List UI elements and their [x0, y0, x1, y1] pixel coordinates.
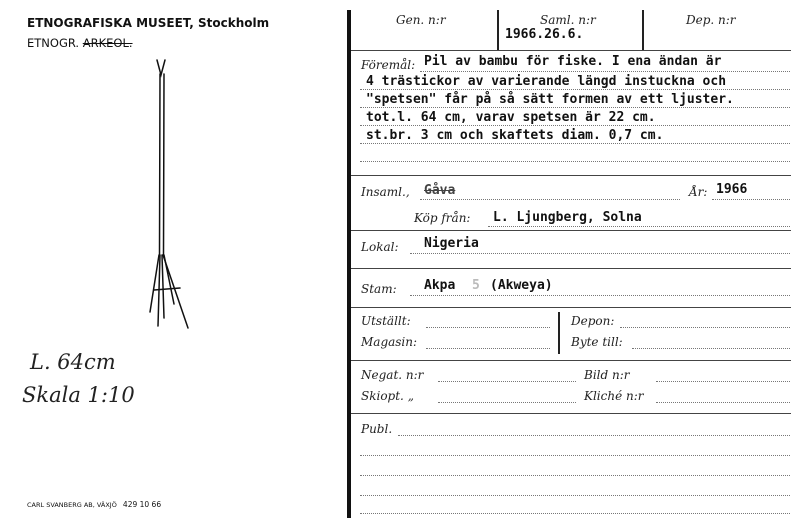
utstallt-rule	[351, 360, 791, 361]
dotline	[426, 348, 550, 349]
utstallt-label: Utställt:	[361, 314, 411, 328]
dotline	[488, 226, 790, 227]
dotline	[360, 495, 790, 496]
foremal-line-1: Pil av bambu för fiske. I ena ändan är	[424, 54, 722, 69]
depon-label: Depon:	[571, 314, 615, 328]
dotline	[360, 143, 790, 144]
printer-name: CARL SVANBERG AB, VÄXJÖ	[27, 501, 117, 509]
handwritten-scale: Skala 1:10	[22, 383, 135, 407]
prong-3	[162, 255, 164, 318]
bild-label: Bild n:r	[584, 368, 630, 382]
utstallt-divider	[558, 312, 560, 354]
header-rule	[351, 50, 791, 51]
lokal-label: Lokal:	[361, 240, 399, 254]
prong-5	[163, 255, 188, 328]
publ-label: Publ.	[361, 422, 393, 436]
prong-binding	[154, 288, 180, 290]
stam-label: Stam:	[361, 282, 397, 296]
arrow-nock	[157, 60, 165, 75]
stam-paren: (Akweya)	[490, 278, 553, 293]
saml-nr-value: 1966.26.6.	[505, 27, 584, 42]
foremal-label: Föremål:	[361, 58, 416, 72]
dotline	[420, 71, 790, 72]
dotline	[360, 107, 790, 108]
dotline	[360, 161, 790, 162]
kop-fran-label: Köp från:	[414, 211, 471, 225]
museum-header	[27, 16, 269, 30]
dotline	[420, 199, 680, 200]
foremal-rule	[351, 175, 791, 176]
byte-till-label: Byte till:	[571, 335, 623, 349]
museum-name: ETNOGRAFISKA MUSEET,	[27, 16, 194, 30]
dotline	[410, 253, 790, 254]
foremal-line-3: "spetsen" får på så sätt formen av ett ljuster.	[366, 92, 734, 107]
magasin-label: Magasin:	[361, 335, 418, 349]
dotline	[360, 89, 790, 90]
dotline	[360, 513, 790, 514]
printer-imprint	[27, 500, 161, 509]
insaml-label: Insaml.,	[361, 185, 410, 199]
dotline	[620, 327, 790, 328]
saml-nr-label: Saml. n:r	[540, 13, 596, 27]
prong-2	[158, 255, 160, 326]
kliche-label: Kliché n:r	[584, 389, 644, 403]
printer-code: 429 10 66	[122, 500, 162, 509]
dotline	[438, 381, 576, 382]
foremal-line-4: tot.l. 64 cm, varav spetsen är 22 cm.	[366, 110, 656, 125]
dotline	[360, 125, 790, 126]
fishing-arrow-drawing	[130, 50, 210, 340]
lokal-rule	[351, 268, 791, 269]
dept-arkeol: ARKEOL.	[82, 36, 133, 50]
stam-rule	[351, 307, 791, 308]
department-line	[27, 36, 133, 50]
dotline	[426, 327, 550, 328]
dotline	[656, 381, 790, 382]
skiopt-label: Skiopt. „	[361, 389, 414, 403]
stam-mark: 5	[472, 278, 480, 293]
dotline	[360, 475, 790, 476]
dotline	[632, 348, 790, 349]
dotline	[360, 455, 790, 456]
header-divider-2	[642, 10, 644, 50]
dotline	[712, 199, 790, 200]
insaml-struck-value: Gåva	[424, 183, 456, 198]
prong-1	[150, 255, 159, 312]
header-divider-1	[497, 10, 499, 50]
dotline	[438, 402, 576, 403]
handwritten-length: L. 64cm	[30, 350, 116, 374]
arrow-shaft-b	[164, 74, 165, 255]
negat-rule	[351, 413, 791, 414]
dotline	[656, 402, 790, 403]
dep-nr-label: Dep. n:r	[686, 13, 736, 27]
card-left-border	[347, 10, 351, 518]
stam-value: Akpa	[424, 278, 456, 293]
foremal-line-2: 4 trästickor av varierande längd instuckna och	[366, 74, 727, 89]
gen-nr-label: Gen. n:r	[396, 13, 446, 27]
insaml-rule	[351, 230, 791, 231]
lokal-value: Nigeria	[424, 236, 479, 251]
ar-value: 1966	[716, 182, 748, 197]
dotline	[410, 295, 790, 296]
ar-label: År:	[689, 185, 708, 199]
arrow-shaft-a	[160, 74, 161, 255]
dept-etnogr: ETNOGR.	[27, 36, 80, 50]
dotline	[398, 435, 790, 436]
foremal-line-5: st.br. 3 cm och skaftets diam. 0,7 cm.	[366, 128, 664, 143]
kop-fran-value: L. Ljungberg, Solna	[493, 210, 642, 225]
museum-city: Stockholm	[198, 16, 270, 30]
negat-label: Negat. n:r	[361, 368, 424, 382]
